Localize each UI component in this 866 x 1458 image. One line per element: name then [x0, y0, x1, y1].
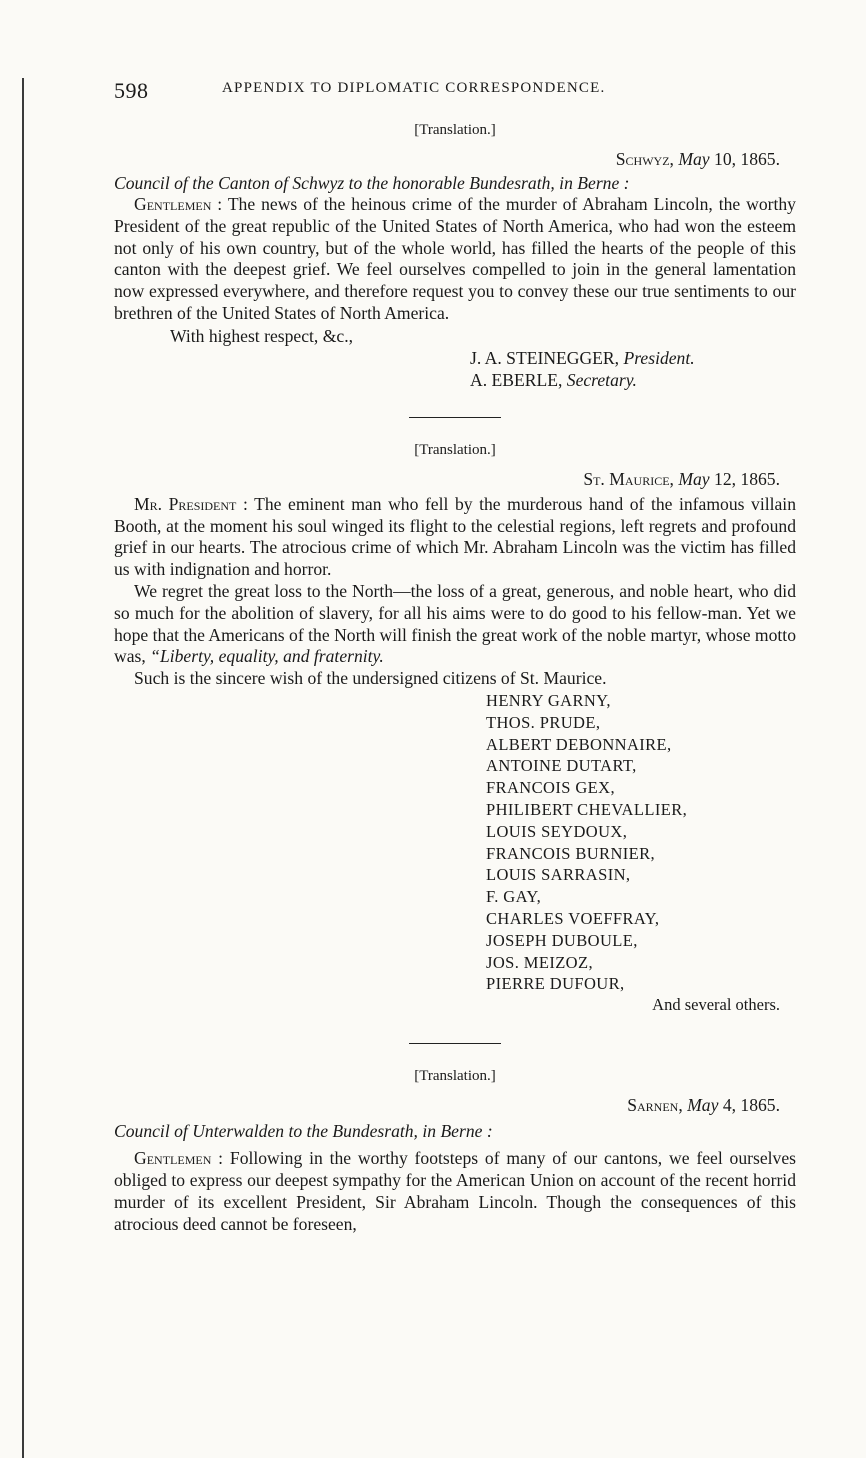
signature-block: [470, 347, 796, 391]
signature-secretary: A. EBERLE, Secretary.: [470, 369, 637, 390]
signatory-name: LOUIS SARRASIN,: [486, 865, 631, 885]
signatory-name: ANTOINE DUTART,: [486, 756, 637, 776]
dateline: Schwyz, May 10, 1865.: [615, 149, 780, 169]
closing: With highest respect, &c.,: [170, 325, 353, 346]
signatory-name: HENRY GARNY,: [486, 690, 611, 710]
letter-paragraph: Such is the sincere wish of the undersigned citizens of St. Maurice.: [134, 668, 607, 689]
signatory-name: JOS. MEIZOZ,: [486, 952, 594, 972]
signatory-name: FRANCOIS GEX,: [486, 778, 615, 798]
signatory-name: ALBERT DEBONNAIRE,: [486, 734, 672, 754]
signatory-name: FRANCOIS BURNIER,: [486, 843, 656, 863]
signatory-name: F. GAY,: [486, 887, 542, 907]
letter-paragraph: We regret the great loss to the North—the loss of a great, generous, and noble heart, who did so much for the abolition of slavery, for all his aims were to do good to his fellow-man. Yet we hope that the Americans of the North will finish the great work of the noble martyr, whose motto was, “Liberty, equality, and fraternity.: [114, 580, 796, 667]
dateline: St. Maurice, May 12, 1865.: [583, 468, 780, 489]
letter-schwyz: [114, 122, 796, 391]
address-line: Council of Unterwalden to the Bundesrath, in Berne :: [114, 1121, 493, 1142]
signatory-name: THOS. PRUDE,: [486, 712, 601, 732]
signatory-name: PIERRE DUFOUR,: [486, 974, 625, 994]
signatory-name: CHARLES VOEFFRAY,: [486, 908, 660, 928]
page-number: 598: [114, 78, 149, 103]
letter-body: Gentlemen : Following in the worthy footsteps of many of our cantons, we feel ourselves obliged to express our deepest sympathy for the American Union on account of the recent horrid murder of its excellent President, Sir Abraham Lincoln. Though the consequences of this atrocious deed cannot be foreseen,: [114, 1148, 796, 1234]
signatory-name: PHILIBERT CHEVALLIER,: [486, 799, 688, 819]
section-divider: [409, 1043, 501, 1044]
letter-body: Gentlemen : The news of the heinous crime of the murder of Abraham Lincoln, the worthy President of the great republic of the United States of North America, who had won the esteem not only of his own country, but of the whole world, has filled the hearts of the people of this canton with the deepest grief. We feel ourselves compelled to join in the general lamentation now expressed everywhere, and therefore request you to convey these our true sentiments to our brethren of the United States of North America.: [114, 194, 796, 323]
translation-note: [Translation.]: [414, 122, 496, 138]
page-header: [114, 78, 796, 108]
letter-sarnen: [114, 1068, 796, 1235]
letter-st-maurice: [114, 442, 796, 1015]
section-divider: [409, 417, 501, 418]
signature-president: J. A. STEINEGGER, President.: [470, 347, 695, 368]
translation-note: [Translation.]: [414, 441, 496, 458]
dateline: Sarnen, May 4, 1865.: [627, 1095, 780, 1116]
translation-note: [Translation.]: [414, 1068, 496, 1085]
signatory-name: LOUIS SEYDOUX,: [486, 821, 628, 841]
signatory-name: JOSEPH DUBOULE,: [486, 930, 638, 950]
letter-paragraph: Mr. President : The eminent man who fell by the murderous hand of the infamous villain Booth, at the moment his soul winged its flight to the celestial regions, left regrets and profound grief in our hearts. The atrocious crime of which Mr. Abraham Lincoln was the victim has filled us with indignation and horror.: [114, 493, 796, 580]
running-title: APPENDIX TO DIPLOMATIC CORRESPONDENCE.: [222, 80, 606, 96]
document-page: [0, 78, 866, 1458]
binding-edge: [22, 78, 24, 1458]
and-others: And several others.: [652, 995, 780, 1015]
signatory-list: [486, 690, 796, 995]
address-line: Council of the Canton of Schwyz to the honorable Bundesrath, in Berne :: [114, 173, 630, 193]
